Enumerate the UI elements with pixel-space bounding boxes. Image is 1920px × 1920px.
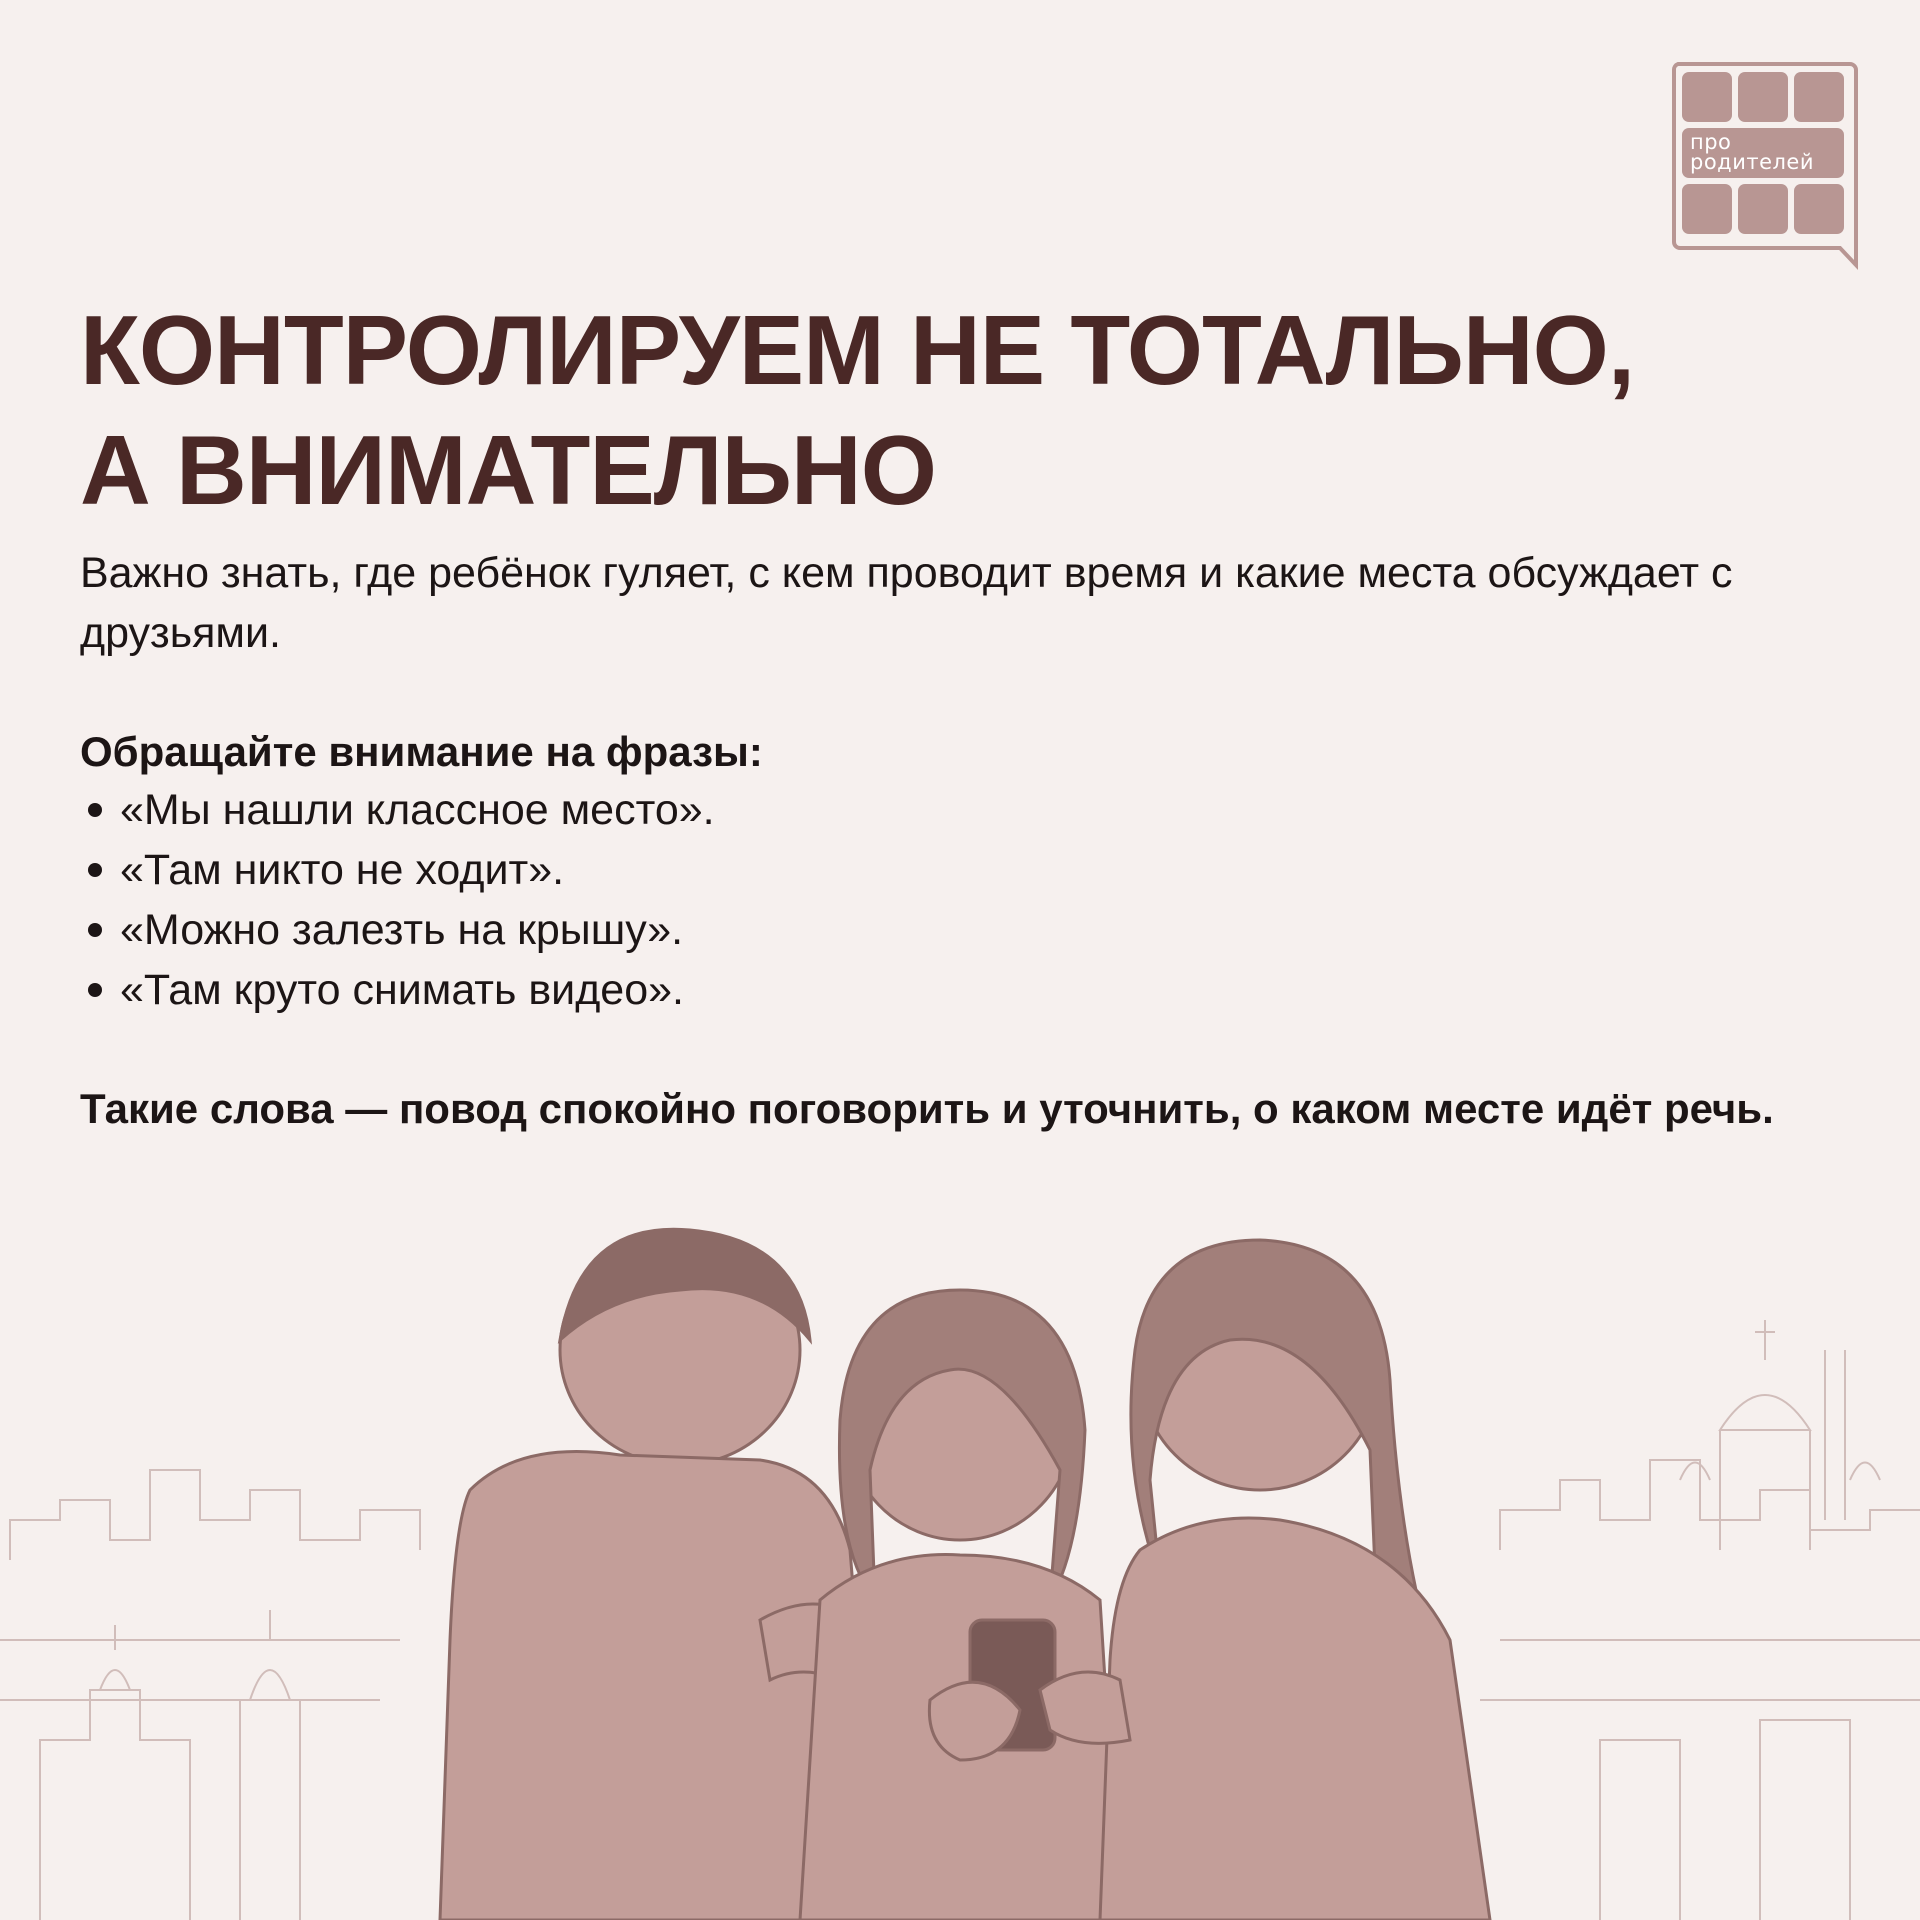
children-figures: [440, 1229, 1490, 1920]
bullet-icon: [88, 863, 102, 877]
logo-text-line1: про: [1690, 130, 1732, 154]
bullet-icon: [88, 923, 102, 937]
title-line-1: КОНТРОЛИРУЕМ НЕ ТОТАЛЬНО,: [80, 295, 1635, 405]
list-item-text: «Мы нашли классное место».: [120, 786, 715, 834]
list-item-text: «Можно залезть на крышу».: [120, 906, 684, 954]
conclusion-text: Такие слова — повод спокойно поговорить и уточнить, о каком месте идёт речь.: [80, 1085, 1774, 1132]
title-line-2: А ВНИМАТЕЛЬНО: [80, 415, 936, 525]
bullet-icon: [88, 803, 102, 817]
bullet-icon: [88, 983, 102, 997]
list-item: [80, 960, 715, 1020]
list-item-text: «Там никто не ходит».: [120, 846, 565, 894]
list-item: [80, 780, 715, 840]
logo-text: [1690, 132, 1850, 172]
page-title: [80, 290, 1780, 530]
phrases-heading: Обращайте внимание на фразы:: [80, 728, 763, 775]
list-item: [80, 840, 715, 900]
list-item: [80, 900, 715, 960]
intro-paragraph: Важно знать, где ребёнок гуляет, с кем проводит время и какие места обсуждает с друзьями.: [80, 549, 1733, 657]
logo-text-line2: родителей: [1690, 150, 1814, 174]
list-item-text: «Там круто снимать видео».: [120, 966, 684, 1014]
phrase-list: [80, 780, 715, 1020]
children-illustration: [0, 1220, 1920, 1920]
